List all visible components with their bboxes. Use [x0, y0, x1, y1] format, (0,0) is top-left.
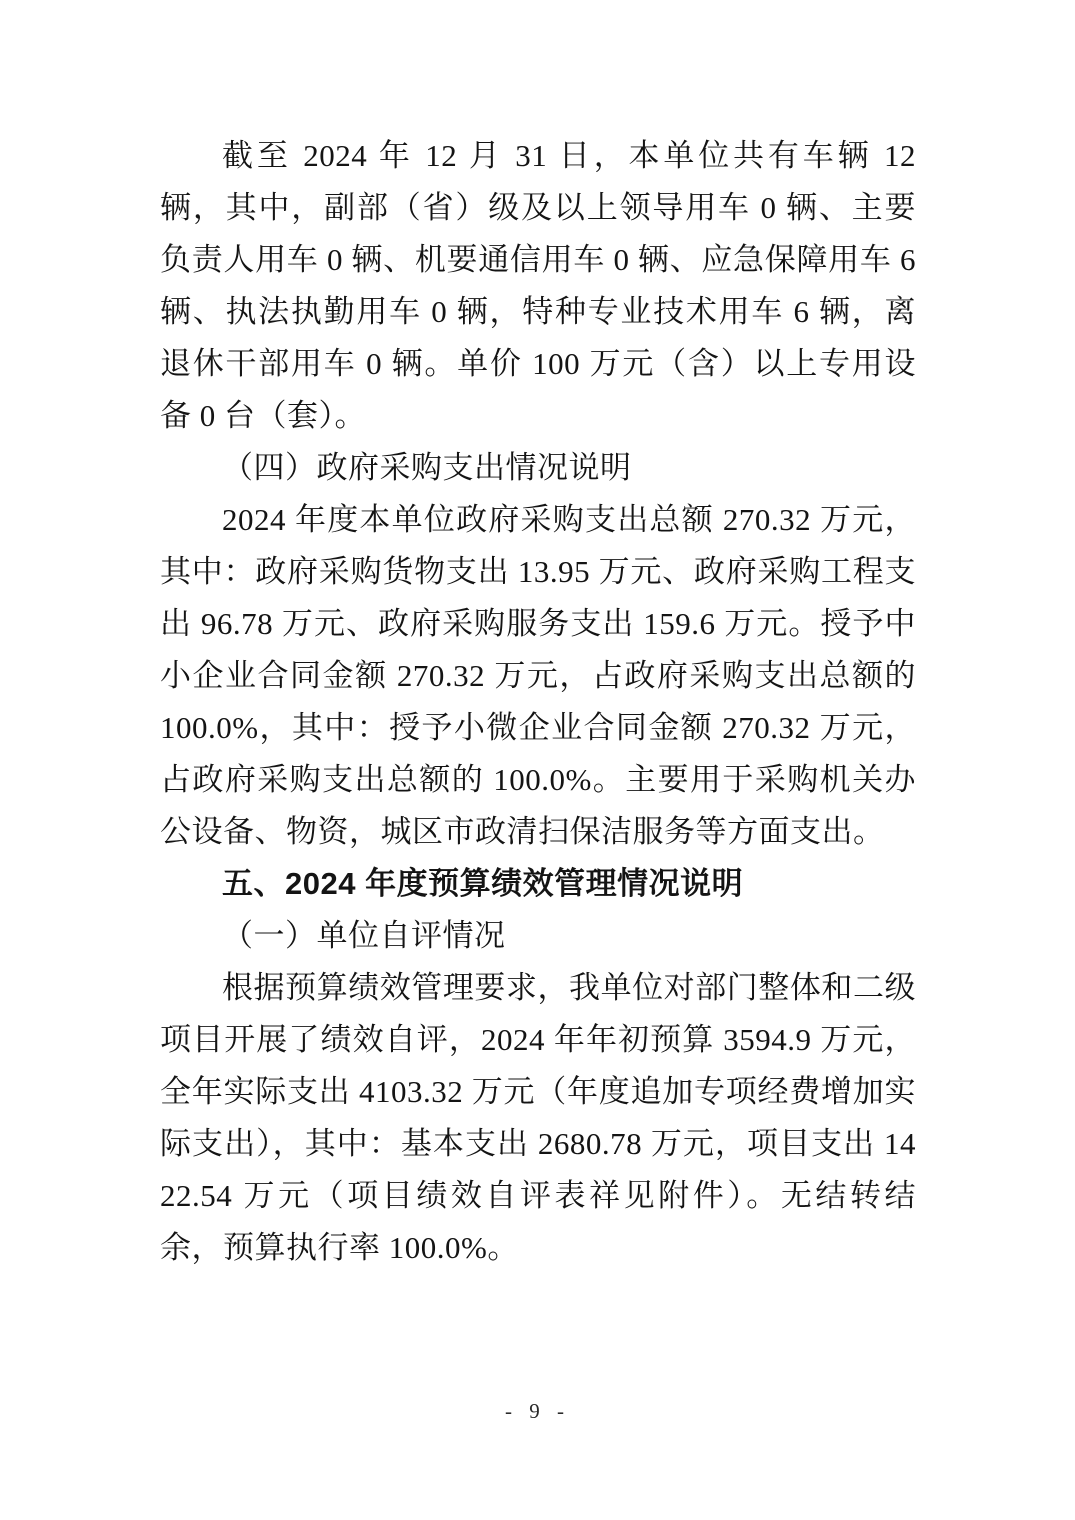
- document-body: [160, 130, 916, 1274]
- paragraph-procurement-detail: 2024 年度本单位政府采购支出总额 270.32 万元，其中：政府采购货物支出 13.95 万元、政府采购工程支出 96.78 万元、政府采购服务支出 159.6 万元。授予中小企业合同金额 270.32 万元，占政府采购支出总额的 100.0%，其中：授予小微企业合同金额 270.32 万元，占政府采购支出总额的 100.0%。主要用于采购机关办公设备、物资，城区市政清扫保洁服务等方面支出。: [160, 502, 916, 849]
- heading-self-evaluation: （一）单位自评情况: [222, 918, 506, 953]
- paragraph-self-evaluation-detail: 根据预算绩效管理要求，我单位对部门整体和二级项目开展了绩效自评，2024 年年初预算 3594.9 万元，全年实际支出 4103.32 万元（年度追加专项经费增加实际支出），其中：基本支出 2680.78 万元，项目支出 1422.54 万元（项目绩效自评表祥见附件）。无结转结余，预算执行率 100.0%。: [160, 970, 916, 1265]
- paragraph-vehicle-summary: 截至 2024 年 12 月 31 日，本单位共有车辆 12 辆，其中，副部（省）级及以上领导用车 0 辆、主要负责人用车 0 辆、机要通信用车 0 辆、应急保障用车 6 辆、执法执勤用车 0 辆，特种专业技术用车 6 辆，离退休干部用车 0 辆。单价 100 万元（含）以上专用设备 0 台（套）。: [160, 138, 916, 433]
- page-number: - 9 -: [505, 1399, 570, 1423]
- heading-procurement-section: （四）政府采购支出情况说明: [222, 450, 632, 485]
- heading-performance-management: 五、2024 年度预算绩效管理情况说明: [222, 866, 744, 901]
